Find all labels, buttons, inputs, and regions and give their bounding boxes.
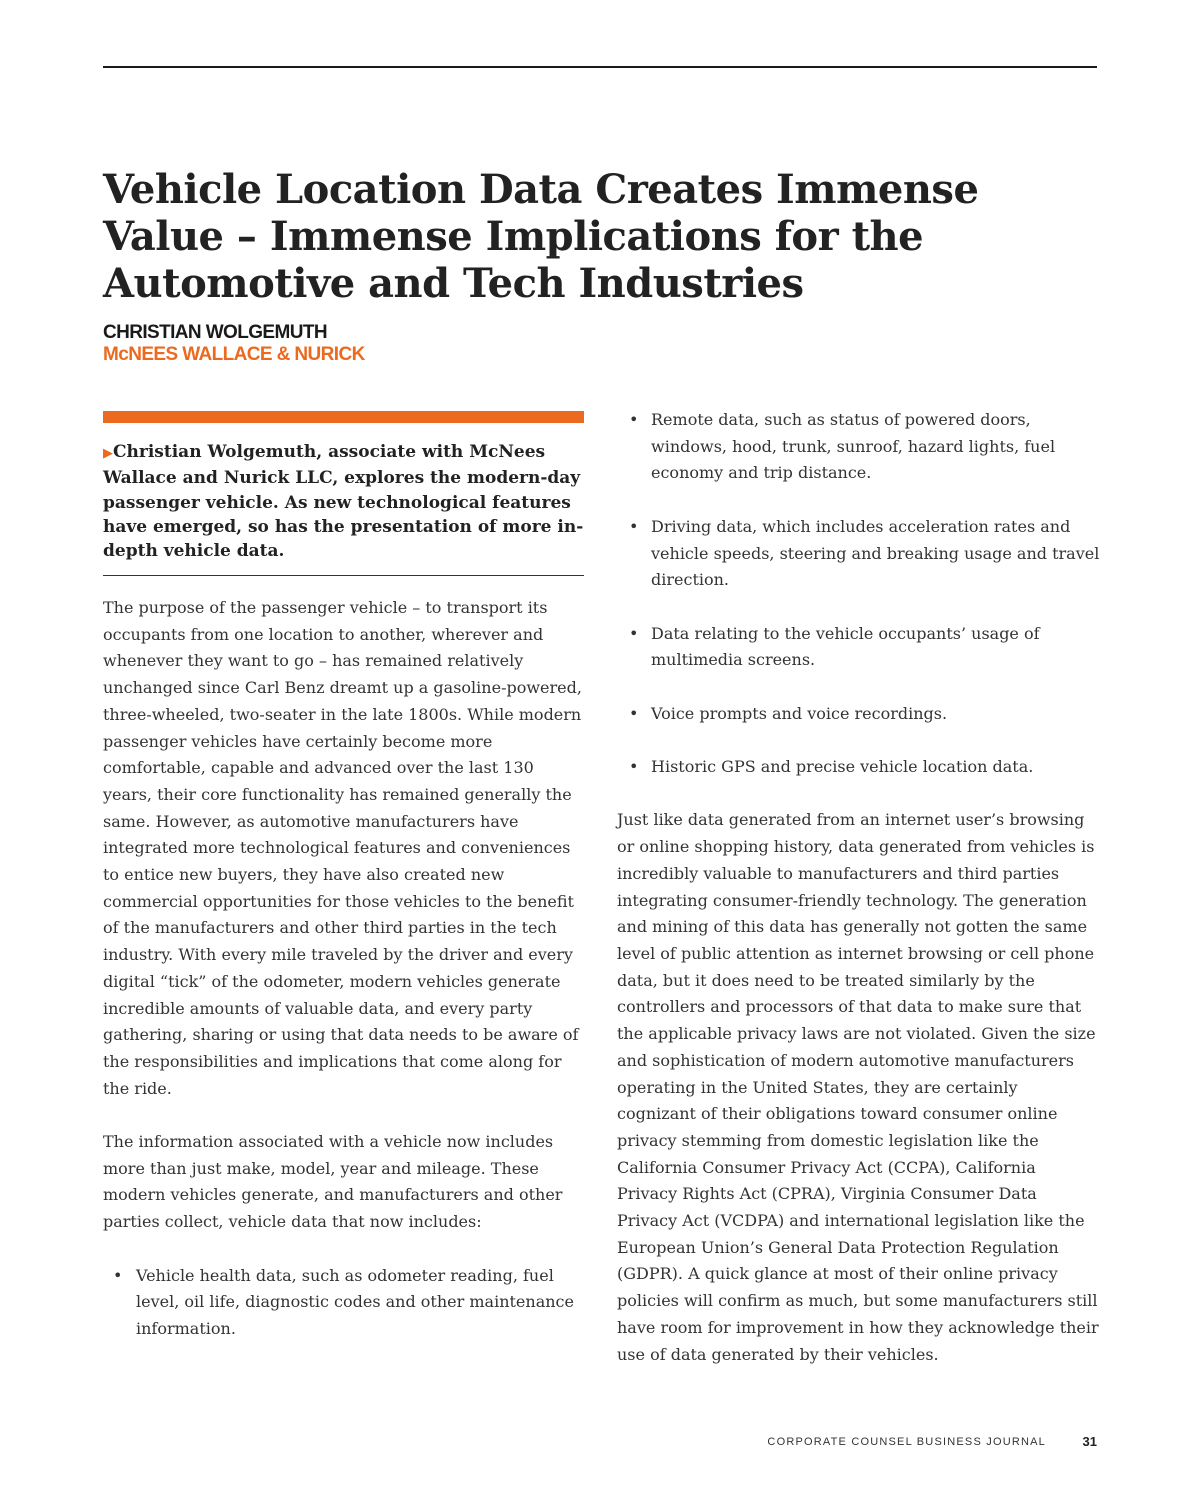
bullet-list: [617, 407, 1100, 781]
bullet-list: [103, 1263, 584, 1343]
right-column: [617, 407, 1100, 1395]
list-item-text: Voice prompts and voice recordings.: [651, 703, 948, 723]
article-title: Vehicle Location Data Creates Immense Value – Immense Implications for the Automotive and Tech Industries: [103, 166, 979, 307]
article-lede: [103, 440, 584, 563]
bullet-icon: •: [113, 1265, 123, 1285]
author-name: CHRISTIAN WOLGEMUTH: [103, 322, 327, 343]
left-column: [103, 595, 584, 1369]
list-item-text: Vehicle health data, such as odometer reading, fuel level, oil life, diagnostic codes and other maintenance information.: [136, 1265, 574, 1338]
lede-divider: [103, 575, 584, 576]
bullet-icon: •: [629, 516, 639, 536]
page-number: 31: [1082, 1434, 1097, 1449]
play-triangle-icon: ▶: [103, 446, 113, 461]
list-item-text: Historic GPS and precise vehicle location data.: [651, 757, 1034, 777]
top-rule: [103, 66, 1097, 68]
list-item-text: Data relating to the vehicle occupants’ usage of multimedia screens.: [651, 623, 1040, 670]
accent-bar: [103, 411, 584, 423]
list-item: [103, 1263, 584, 1343]
bullet-icon: •: [629, 703, 639, 723]
list-item: [617, 407, 1100, 487]
body-paragraph: The purpose of the passenger vehicle – to transport its occupants from one location to another, wherever and whenever they want to go – has remained relatively unchanged since Carl Benz dreamt up a gasoline-powered, three-wheeled, two-seater in the late 1800s. While modern passenger vehicles have certainly become more comfortable, capable and advanced over the last 130 years, their core functionality has remained generally the same. However, as automotive manufacturers have integrated more technological features and conveniences to entice new buyers, they have also created new commercial opportunities for those vehicles to the benefit of the manufacturers and other third parties in the tech industry. With every mile traveled by the driver and every digital “tick” of the odometer, modern vehicles generate incredible amounts of valuable data, and every party gathering, sharing or using that data needs to be aware of the responsibilities and implications that come along for the ride.: [103, 598, 582, 1098]
bullet-icon: •: [629, 623, 639, 643]
byline: [103, 322, 365, 366]
list-item: [617, 701, 1100, 728]
bullet-icon: •: [629, 757, 639, 777]
body-paragraph: The information associated with a vehicle now includes more than just make, model, year and mileage. These modern vehicles generate, and manufacturers and other parties collect, vehicle data that now includes:: [103, 1132, 563, 1232]
list-item: [617, 514, 1100, 594]
list-item: [617, 754, 1100, 781]
list-item: [617, 621, 1100, 674]
publication-name: CORPORATE COUNSEL BUSINESS JOURNAL: [767, 1436, 1046, 1448]
author-firm: McNEES WALLACE & NURICK: [103, 344, 365, 365]
list-item-text: Remote data, such as status of powered doors, windows, hood, trunk, sunroof, hazard lights, fuel economy and trip distance.: [651, 410, 1056, 483]
list-item-text: Driving data, which includes acceleration rates and vehicle speeds, steering and breaking usage and travel direction.: [651, 516, 1100, 590]
bullet-icon: •: [629, 410, 639, 429]
lede-text: Christian Wolgemuth, associate with McNees Wallace and Nurick LLC, explores the modern-day passenger vehicle. As new technological features have emerged, so has the presentation of more in-depth vehicle data.: [103, 442, 584, 562]
body-paragraph: Just like data generated from an internet user’s browsing or online shopping history, data generated from vehicles is incredibly valuable to manufacturers and third parties integrating consumer-friendly technology. The generation and mining of this data has generally not gotten the same level of public attention as internet browsing or cell phone data, but it does need to be treated similarly by the controllers and processors of that data to make sure that the applicable privacy laws are not violated. Given the size and sophistication of modern automotive manufacturers operating in the United States, they are certainly cognizant of their obligations toward consumer online privacy stemming from domestic legislation like the California Consumer Privacy Act (CCPA), California Privacy Rights Act (CPRA), Virginia Consumer Data Privacy Act (VCDPA) and international legislation like the European Union’s General Data Protection Regulation (GDPR). A quick glance at most of their online privacy policies will confirm as much, but some manufacturers still have room for improvement in how they acknowledge their use of data generated by their vehicles.: [617, 810, 1099, 1364]
